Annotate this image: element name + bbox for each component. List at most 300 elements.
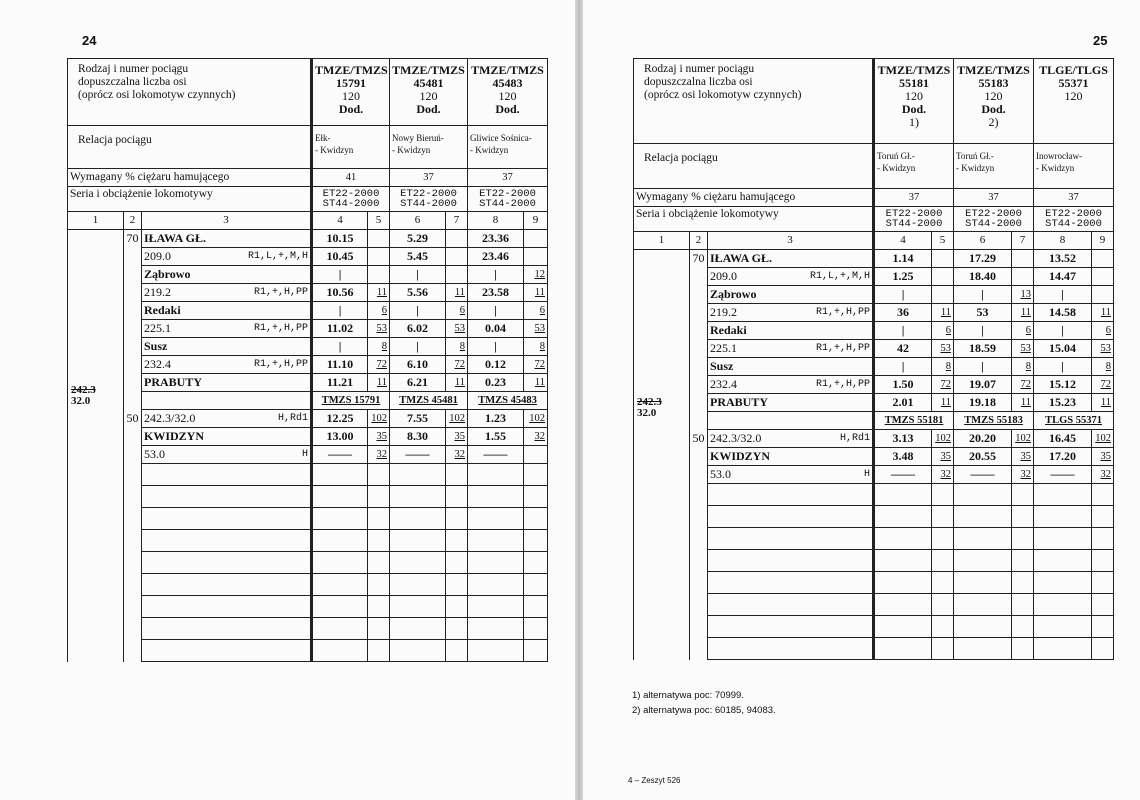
speed-value: 35 [1020, 451, 1032, 462]
time-cell [468, 230, 524, 248]
time-value: 36 [897, 305, 910, 319]
speed-value-cell [1012, 448, 1034, 466]
blank-cell [690, 638, 708, 660]
station-flags: H,Rd1 [840, 433, 871, 444]
blank-cell [312, 618, 368, 640]
speed-cell [690, 340, 708, 358]
series-line: ET22-2000 [400, 188, 457, 200]
blank-row [68, 574, 548, 596]
header-row [634, 59, 1114, 144]
time-value: —— [891, 467, 916, 481]
series-row [634, 207, 1114, 232]
speed-value-cell [446, 374, 468, 392]
time-cell [954, 448, 1012, 466]
time-value: 18.59 [969, 341, 997, 355]
km-cell [68, 428, 124, 446]
timetable-row [634, 448, 1114, 466]
time-cell [1034, 250, 1092, 268]
station-km: 53.0 [710, 467, 731, 481]
station-cell [142, 392, 312, 410]
blank-cell [708, 572, 874, 594]
blank-cell [634, 550, 690, 572]
blank-cell [954, 506, 1012, 528]
timetable-row [634, 394, 1114, 412]
blank-cell [68, 464, 124, 486]
column-number [390, 212, 446, 230]
speed-limit: 50 [126, 411, 139, 425]
blank-cell [312, 552, 368, 574]
time-value: | [901, 323, 905, 337]
station-cell [708, 466, 874, 484]
brake-percent: 37 [502, 172, 513, 183]
time-cell [1034, 286, 1092, 304]
relation-from: Toruń Gł.- [956, 151, 994, 161]
time-cell [312, 356, 368, 374]
station-flags: H,Rd1 [278, 413, 309, 424]
train-header [390, 59, 468, 126]
timetable-row [634, 430, 1114, 448]
time-value: 18.40 [969, 269, 997, 283]
brake-value [312, 169, 390, 187]
blank-cell [1034, 638, 1092, 660]
time-cell [312, 248, 368, 266]
blank-cell [932, 550, 954, 572]
timetable-row [68, 428, 548, 446]
blank-cell [142, 486, 312, 508]
timetable-right [633, 58, 1114, 660]
relation-from: Ełk- [315, 133, 331, 143]
blank-cell [690, 506, 708, 528]
blank-cell [932, 572, 954, 594]
time-cell [1034, 430, 1092, 448]
blank-cell [690, 528, 708, 550]
blank-cell [634, 528, 690, 550]
speed-cell [124, 446, 142, 464]
station-name: Susz [710, 359, 734, 373]
speed-value: 35 [940, 451, 952, 462]
label-line: Rodzaj i numer pociągu [644, 63, 755, 75]
column-index: 5 [375, 214, 382, 226]
brake-percent: 37 [988, 192, 999, 203]
station-km: 209.0 [710, 269, 737, 283]
speed-value-cell [446, 248, 468, 266]
time-value: 14.47 [1049, 269, 1077, 283]
blank-cell [390, 574, 446, 596]
time-cell [312, 284, 368, 302]
speed-cell [124, 284, 142, 302]
speed-limit: 50 [692, 431, 705, 445]
column-number [446, 212, 468, 230]
blank-cell [954, 550, 1012, 572]
time-value: 5.29 [407, 231, 429, 245]
blank-cell [68, 618, 124, 640]
column-number [524, 212, 548, 230]
time-value: 13.00 [326, 429, 354, 443]
blank-cell [524, 640, 548, 662]
time-value: 0.04 [485, 321, 507, 335]
speed-value-cell [446, 446, 468, 464]
station-cell [142, 338, 312, 356]
loco-series [312, 187, 390, 212]
blank-cell [468, 552, 524, 574]
train-code: TMZS 55181 [884, 415, 944, 426]
speed-value-cell [524, 356, 548, 374]
blank-cell [368, 530, 390, 552]
time-cell [468, 356, 524, 374]
time-value: | [1061, 323, 1064, 337]
train-relation [312, 126, 390, 169]
time-value: 16.45 [1049, 431, 1077, 445]
blank-cell [446, 596, 468, 618]
time-value: 20.55 [969, 449, 997, 463]
time-cell [468, 338, 524, 356]
speed-value-cell [1092, 268, 1114, 286]
blank-cell [124, 464, 142, 486]
station-name: Ząbrowo [144, 267, 191, 281]
blank-cell [390, 464, 446, 486]
column-index: 3 [223, 214, 229, 226]
blank-cell [68, 596, 124, 618]
time-value: 10.15 [326, 231, 354, 245]
blank-cell [874, 550, 932, 572]
speed-value-cell [368, 446, 390, 464]
train-note: 1) [909, 115, 920, 129]
column-number [932, 232, 954, 250]
relation-row [68, 126, 548, 169]
time-value: | [416, 267, 419, 281]
time-cell [954, 358, 1012, 376]
km-cell [634, 286, 690, 304]
station-cell [708, 322, 874, 340]
time-cell [468, 320, 524, 338]
speed-cell [690, 430, 708, 448]
speed-value: 102 [1015, 433, 1032, 444]
time-value: 10.56 [326, 285, 354, 299]
blank-cell [954, 484, 1012, 506]
speed-value-cell [932, 394, 954, 412]
brake-label [634, 189, 874, 207]
km-cell [634, 340, 690, 358]
relation-label [68, 126, 312, 169]
time-value: | [338, 267, 342, 281]
time-cell [954, 286, 1012, 304]
blank-cell [708, 528, 874, 550]
relation-from: Gliwice Sośnica- [470, 133, 532, 143]
speed-value-cell [524, 302, 548, 320]
blank-cell [368, 618, 390, 640]
blank-cell [368, 640, 390, 662]
speed-value-cell [446, 320, 468, 338]
speed-value: 32 [1020, 469, 1032, 480]
series-line: ST44-2000 [885, 218, 943, 230]
speed-value: 72 [376, 359, 388, 370]
blank-cell [1012, 550, 1034, 572]
brake-percent: 37 [423, 172, 434, 183]
station-name: IŁAWA GŁ. [144, 231, 207, 245]
series-line: ET22-2000 [322, 188, 380, 200]
speed-value: 11 [376, 287, 388, 298]
train-type: TMZE/TMZS [957, 63, 1030, 77]
time-cell [390, 374, 446, 392]
time-value: 13.52 [1049, 251, 1077, 265]
station-cell [142, 266, 312, 284]
speed-value-cell [368, 374, 390, 392]
speed-value: 11 [376, 377, 388, 388]
speed-cell [124, 428, 142, 446]
blank-cell [142, 464, 312, 486]
station-km: 232.4 [144, 357, 171, 371]
time-cell [874, 376, 932, 394]
brake-percent: 37 [1068, 192, 1079, 203]
timetable-row [634, 358, 1114, 376]
time-cell [1034, 358, 1092, 376]
blank-cell [312, 596, 368, 618]
station-cell [142, 230, 312, 248]
train-number: 15791 [336, 76, 367, 90]
station-cell [708, 412, 874, 430]
time-cell [1034, 466, 1092, 484]
km-cell [68, 446, 124, 464]
column-number [708, 232, 874, 250]
speed-value: 11 [454, 377, 466, 388]
time-cell [468, 428, 524, 446]
time-value: 1.23 [485, 411, 507, 425]
blank-row [68, 552, 548, 574]
km-cell [68, 302, 124, 320]
blank-cell [142, 530, 312, 552]
timetable-row [634, 322, 1114, 340]
station-name: PRABUTY [710, 395, 769, 409]
column-index: 1 [92, 214, 99, 226]
speed-cell [690, 376, 708, 394]
blank-cell [468, 574, 524, 596]
speed-value-cell [1012, 304, 1034, 322]
time-value: 6.02 [407, 321, 429, 335]
train-label [874, 412, 954, 430]
label-line: Wymagany % ciężaru hamującego [70, 171, 230, 183]
blank-cell [468, 508, 524, 530]
blank-cell [124, 530, 142, 552]
axle-count: 120 [1064, 89, 1083, 103]
loco-series [1034, 207, 1114, 232]
speed-cell [690, 466, 708, 484]
station-cell [142, 248, 312, 266]
blank-cell [690, 594, 708, 616]
time-value: 1.55 [485, 429, 507, 443]
train-number: 55181 [899, 76, 930, 90]
blank-row [68, 508, 548, 530]
blank-cell [124, 618, 142, 640]
blank-cell [468, 464, 524, 486]
blank-cell [390, 508, 446, 530]
speed-value-cell [368, 248, 390, 266]
brake-value [468, 169, 548, 187]
speed-cell [124, 266, 142, 284]
speed-value: 13 [1020, 289, 1032, 300]
speed-value-cell [1092, 376, 1114, 394]
blank-cell [1012, 638, 1034, 660]
speed-value: 11 [534, 377, 546, 388]
speed-value: 32 [940, 469, 952, 480]
axle-count: 120 [984, 89, 1003, 103]
time-cell [468, 248, 524, 266]
train-number: 45481 [413, 76, 444, 90]
series-row [68, 187, 548, 212]
time-value: 1.50 [892, 377, 914, 391]
station-name: Ząbrowo [710, 287, 757, 301]
speed-value-cell [1092, 304, 1114, 322]
time-cell [390, 338, 446, 356]
time-value: | [494, 339, 497, 353]
time-value: 11.10 [326, 357, 354, 371]
blank-row [634, 506, 1114, 528]
station-flags: R1,+,H,PP [816, 379, 871, 390]
header-row [68, 59, 548, 126]
speed-cell [124, 338, 142, 356]
speed-cell [124, 374, 142, 392]
blank-row [68, 596, 548, 618]
relation-row [634, 144, 1114, 189]
time-value: 5.45 [407, 249, 429, 263]
series-line: ST44-2000 [965, 218, 1022, 230]
speed-value-cell [446, 338, 468, 356]
train-code: TMZS 45481 [399, 395, 458, 406]
time-cell [874, 466, 932, 484]
speed-value-cell [446, 428, 468, 446]
time-value: 2.01 [892, 395, 914, 409]
time-value: —— [970, 467, 995, 481]
relation-to: - Kwidzyn [315, 145, 354, 155]
train-relation [954, 144, 1034, 189]
blank-cell [634, 616, 690, 638]
time-cell [390, 266, 446, 284]
blank-cell [954, 638, 1012, 660]
time-value: 12.25 [326, 411, 354, 425]
speed-value: 53 [376, 323, 388, 334]
train-extra: Dod. [901, 102, 927, 116]
blank-cell [1012, 506, 1034, 528]
time-cell [954, 376, 1012, 394]
km-cell [634, 268, 690, 286]
blank-cell [446, 552, 468, 574]
train-extra: Dod. [495, 102, 520, 116]
blank-cell [524, 596, 548, 618]
time-cell [390, 446, 446, 464]
blank-cell [1034, 484, 1092, 506]
time-value: 1.14 [892, 251, 914, 265]
time-value: | [901, 359, 905, 373]
km-cell [68, 410, 124, 428]
timetable-row [634, 466, 1114, 484]
column-index: 5 [939, 234, 946, 246]
speed-value: 53 [534, 323, 546, 334]
km-cell [634, 448, 690, 466]
time-cell [874, 286, 932, 304]
label-line: (oprócz osi lokomotyw czynnych) [78, 89, 236, 101]
blank-cell [368, 574, 390, 596]
speed-value-cell [446, 302, 468, 320]
speed-value-cell [368, 284, 390, 302]
speed-cell [690, 304, 708, 322]
timetable-row [634, 412, 1114, 430]
timetable-row [68, 248, 548, 266]
time-value: | [494, 303, 497, 317]
blank-cell [1092, 616, 1114, 638]
speed-value-cell [524, 446, 548, 464]
station-km: 225.1 [144, 321, 171, 335]
blank-cell [124, 508, 142, 530]
time-value: 17.20 [1049, 449, 1077, 463]
column-number [312, 212, 368, 230]
station-cell [142, 356, 312, 374]
time-cell [1034, 268, 1092, 286]
blank-cell [932, 528, 954, 550]
train-label [468, 392, 548, 410]
time-cell [390, 248, 446, 266]
blank-row [68, 486, 548, 508]
station-cell [708, 430, 874, 448]
speed-value: 8 [539, 341, 546, 352]
blank-cell [390, 486, 446, 508]
speed-value: 6 [459, 305, 466, 316]
brake-label [68, 169, 312, 187]
column-number [1012, 232, 1034, 250]
train-label [954, 412, 1034, 430]
speed-value-cell [524, 284, 548, 302]
station-name: Redaki [144, 303, 181, 317]
speed-cell [690, 250, 708, 268]
blank-cell [446, 464, 468, 486]
speed-cell [690, 322, 708, 340]
time-cell [954, 430, 1012, 448]
blank-cell [124, 640, 142, 662]
train-note: 2) [988, 115, 999, 129]
timetable-row [68, 266, 548, 284]
blank-cell [524, 574, 548, 596]
column-number [690, 232, 708, 250]
time-cell [1034, 376, 1092, 394]
station-flags: H [864, 469, 871, 480]
speed-value-cell [524, 410, 548, 428]
speed-value: 102 [371, 413, 388, 424]
blank-cell [68, 640, 124, 662]
speed-value-cell [524, 338, 548, 356]
relation-to: - Kwidzyn [470, 145, 509, 155]
speed-value-cell [368, 302, 390, 320]
column-number [1034, 232, 1092, 250]
time-value: —— [1050, 467, 1075, 481]
speed-value: 72 [1020, 379, 1032, 390]
train-relation [1034, 144, 1114, 189]
relation-from: Toruń Gł.- [877, 151, 915, 161]
axle-count: 120 [498, 89, 517, 103]
speed-value: 102 [1095, 433, 1112, 444]
brake-percent: 41 [345, 172, 357, 183]
time-cell [312, 410, 368, 428]
column-index: 2 [695, 234, 702, 246]
time-value: 23.58 [482, 285, 510, 299]
blank-cell [142, 552, 312, 574]
km-change-left: 242.3 32.0 [71, 384, 96, 407]
speed-value: 72 [454, 359, 466, 370]
column-number [124, 212, 142, 230]
blank-cell [68, 552, 124, 574]
speed-value: 6 [539, 305, 546, 316]
brake-value [1034, 189, 1114, 207]
blank-cell [932, 484, 954, 506]
blank-cell [708, 550, 874, 572]
blank-cell [524, 464, 548, 486]
